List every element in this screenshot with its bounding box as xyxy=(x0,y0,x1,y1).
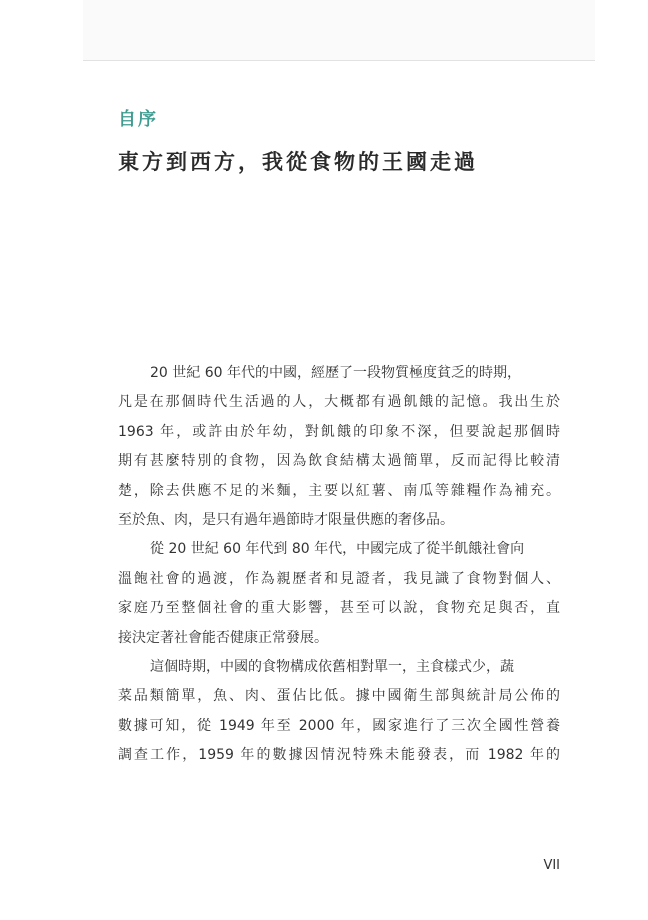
paragraph-1-line-4: 期有甚麼特別的食物，因為飲食結構太過簡單，反而記得比較清 xyxy=(118,453,560,470)
section-label: 自序 xyxy=(118,109,158,130)
body-text xyxy=(118,359,560,770)
paragraph-3-line-3: 數據可知，從 1949 年至 2000 年，國家進行了三次全國性營養 xyxy=(118,717,560,734)
paragraph-3-line-1: 這個時期，中國的食物構成依舊相對單一，主食樣式少，蔬 xyxy=(150,658,514,675)
page-top-panel xyxy=(83,0,595,61)
paragraph-3-line-2: 菜品類簡單，魚、肉、蛋佔比低。據中國衛生部與統計局公佈的 xyxy=(118,688,560,705)
chapter-title: 東方到西方，我從食物的王國走過 xyxy=(118,149,478,174)
paragraph-3-line-4: 調查工作，1959 年的數據因情況特殊未能發表，而 1982 年的 xyxy=(118,747,560,764)
paragraph-1-line-5: 楚，除去供應不足的米麵，主要以紅薯、南瓜等雜糧作為補充。 xyxy=(118,482,560,499)
paragraph-2-line-3: 家庭乃至整個社會的重大影響，甚至可以說，食物充足與否，直 xyxy=(118,600,560,617)
paragraph-1-line-1: 20 世紀 60 年代的中國，經歷了一段物質極度貧乏的時期， xyxy=(150,365,521,381)
paragraph-2-line-2: 溫飽社會的過渡，作為親歷者和見證者，我見識了食物對個人、 xyxy=(118,570,560,587)
paragraph-2-line-4: 接決定著社會能否健康正常發展。 xyxy=(118,629,328,646)
paragraph-1-line-6: 至於魚、肉，是只有過年過節時才限量供應的奢侈品。 xyxy=(118,511,454,528)
paragraph-2-line-1: 從 20 世紀 60 年代到 80 年代，中國完成了從半飢餓社會向 xyxy=(150,541,525,558)
page-number: VII xyxy=(543,858,560,873)
paragraph-1-line-3: 1963 年，或許由於年幼，對飢餓的印象不深，但要說起那個時 xyxy=(118,423,560,440)
paragraph-1-line-2: 凡是在那個時代生活過的人，大概都有過飢餓的記憶。我出生於 xyxy=(118,394,560,411)
